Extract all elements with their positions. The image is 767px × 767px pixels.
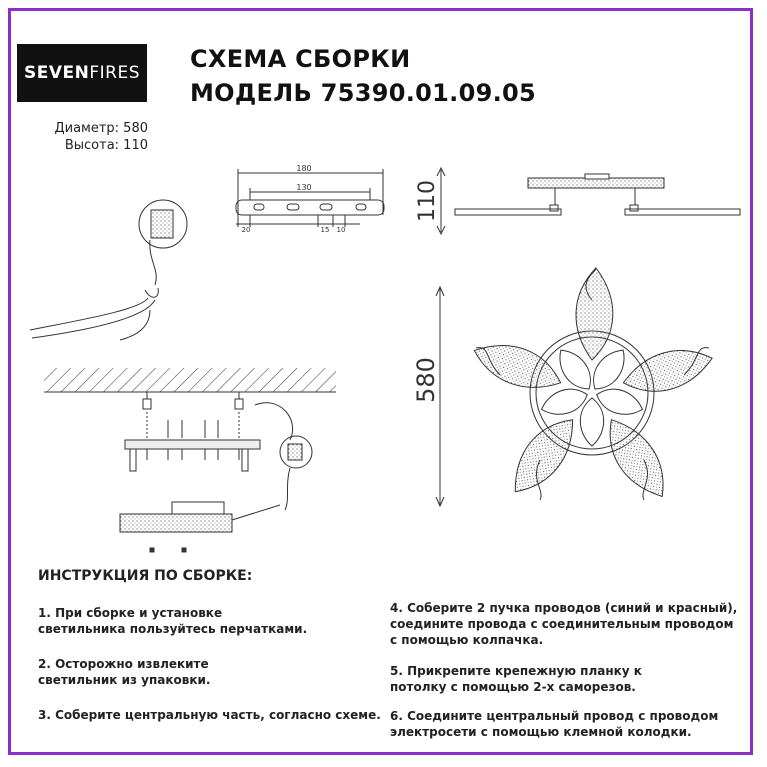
brand-bold: SEVEN <box>24 63 90 83</box>
instruction-step-2 <box>38 656 368 688</box>
terminal-detail <box>255 403 312 510</box>
instruction-step-3-text: 3. Соберите центральную часть, согласно схеме. <box>38 708 381 722</box>
instruction-step-1 <box>38 605 368 637</box>
dim-plate-total: 180 <box>296 164 312 173</box>
lamp-top-view <box>468 268 717 506</box>
ceiling <box>44 368 336 392</box>
dim-height: 110 <box>415 180 440 222</box>
driver-box <box>120 502 280 552</box>
instructions-heading: ИНСТРУКЦИЯ ПО СБОРКЕ: <box>38 568 253 584</box>
title-line-1: СХЕМА СБОРКИ <box>190 45 411 73</box>
dim-plate-left: 20 <box>241 226 251 234</box>
instruction-step-5-text: 5. Прикрепите крепежную планку к потолку с помощью 2-х саморезов. <box>390 664 642 694</box>
instruction-step-6-text: 6. Соедините центральный провод с проводом электросети с помощью клемной колодки. <box>390 709 719 739</box>
title-line-2: МОДЕЛЬ 75390.01.09.05 <box>190 79 536 107</box>
mounting-assembly <box>125 392 260 471</box>
dim-diameter: 580 <box>412 357 440 403</box>
instruction-step-2-text: 2. Осторожно извлеките светильник из упаковки. <box>38 657 211 687</box>
dim-plate-inner: 130 <box>296 183 312 192</box>
connector-detail <box>30 200 187 340</box>
dim-plate-right: 10 <box>336 226 346 234</box>
brand-light: FIRES <box>89 63 140 83</box>
spec-height: Высота: 110 <box>64 138 148 153</box>
lamp-side-view <box>455 174 740 215</box>
instruction-step-4 <box>390 600 745 648</box>
instruction-step-5 <box>390 663 745 695</box>
dim-plate-mid: 15 <box>320 226 330 234</box>
mounting-plate-drawing <box>236 169 384 227</box>
instruction-step-4-text: 4. Соберите 2 пучка проводов (синий и красный), соедините провода с соединительным проводом с помощью колпачка. <box>390 601 738 647</box>
spec-diameter: Диаметр: 580 <box>54 121 148 136</box>
instruction-step-1-text: 1. При сборке и установке светильника пользуйтесь перчатками. <box>38 606 308 636</box>
instruction-step-6 <box>390 708 745 740</box>
instruction-step-3 <box>38 707 383 723</box>
